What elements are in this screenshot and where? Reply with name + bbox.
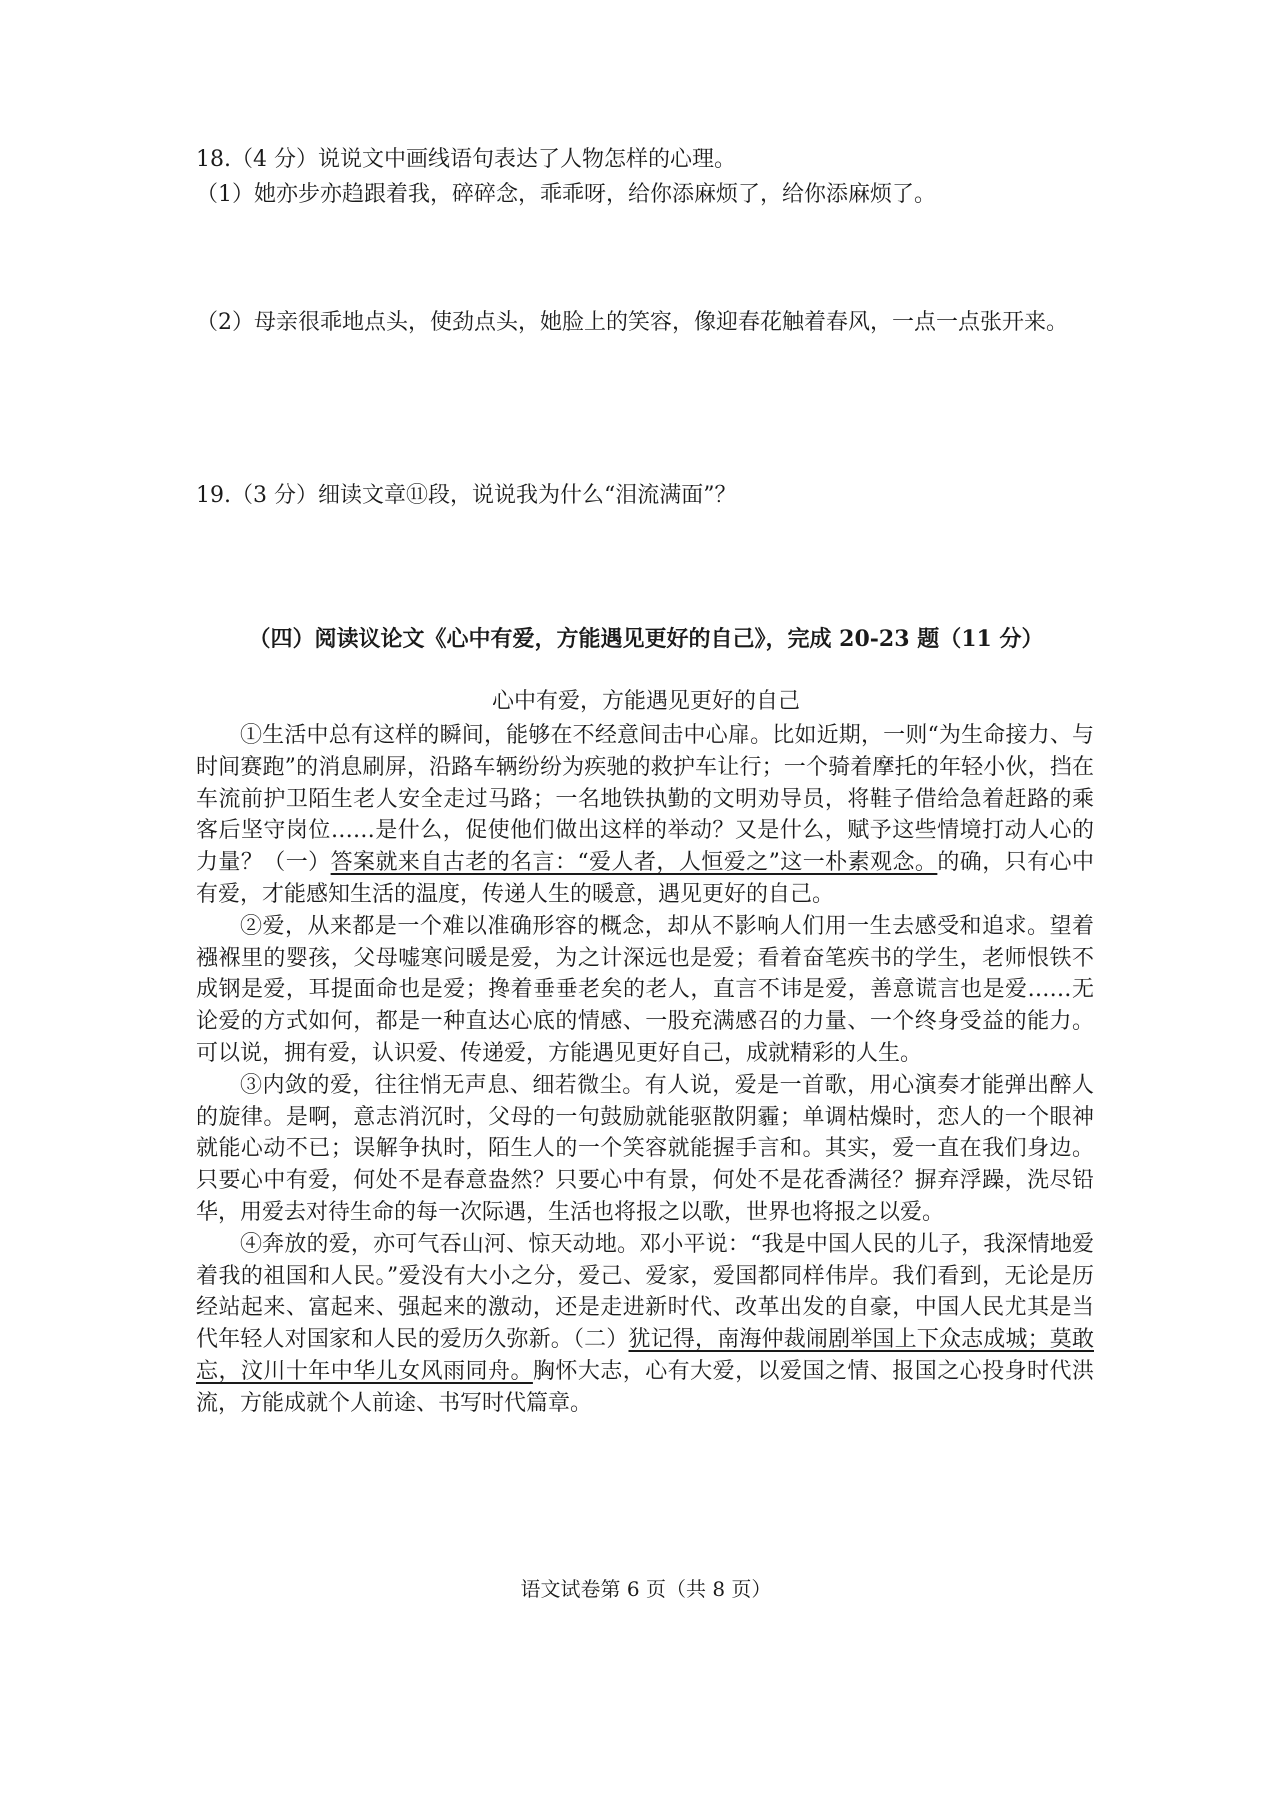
paragraph-4-text-b: 胸怀大志，心有大爱，以爱国之情、报国之心投身时代洪流，方能成就个人前途、书写时代篇章。 bbox=[196, 1358, 1094, 1416]
question-18-item-2: （2）母亲很乖地点头，使劲点头，她脸上的笑容，像迎春花触着春风，一点一点张开来。 bbox=[196, 310, 1069, 335]
paragraph-1-text-a: ①生活中总有这样的瞬间，能够在不经意间击中心扉。比如近期，一则“为生命接力、与时间赛跑”的消息刷屏，沿路车辆纷纷为疾驰的救护车让行；一个骑着摩托的年轻小伙，挡在车流前护卫陌生老人安全走过马路；一名地铁执勤的文明劝导员，将鞋子借给急着赶路的乘客后坚守岗位……是什么，促使他们做出这样的举动？又是什么，赋予这些情境打动人心的力量？（一） bbox=[196, 723, 1094, 876]
underlined-sentence-1: 答案就来自古老的名言：“爱人者，人恒爱之”这一朴素观念。 bbox=[330, 850, 938, 876]
article-paragraph-4 bbox=[196, 1229, 1094, 1420]
article-title: 心中有爱，方能遇见更好的自己 bbox=[491, 689, 800, 714]
article-paragraph-2: ②爱，从来都是一个难以准确形容的概念，却从不影响人们用一生去感受和追求。望着襁褓里的婴孩，父母嘘寒问暖是爱，为之计深远也是爱；看着奋笔疾书的学生，老师恨铁不成钢是爱，耳提面命也是爱；搀着垂垂老矣的老人，直言不讳是爱，善意谎言也是爱……无论爱的方式如何，都是一种直达心底的情感、一股充满感召的力量、一个终身受益的能力。可以说，拥有爱，认识爱、传递爱，方能遇见更好自己，成就精彩的人生。 bbox=[196, 913, 1094, 1066]
question-19-prompt: 19.（3 分）细读文章⑪段，说说我为什么“泪流满面”？ bbox=[196, 483, 737, 508]
paragraph-1-text-b: 的确，只有心中有爱，才能感知生活的温度，传递人生的暖意，遇见更好的自己。 bbox=[196, 850, 1094, 907]
page-footer: 语文试卷第 6 页（共 8 页） bbox=[520, 1577, 772, 1601]
underlined-sentence-2: 犹记得，南海仲裁闹剧举国上下众志成城；莫敢忘，汶川十年中华儿女风雨同舟。 bbox=[196, 1327, 1094, 1384]
article-body bbox=[196, 720, 1094, 1420]
article-paragraph-1 bbox=[196, 720, 1094, 911]
section-4-heading: （四）阅读议论文《心中有爱，方能遇见更好的自己》，完成 20-23 题（11 分） bbox=[248, 626, 1044, 652]
question-18-item-1: （1）她亦步亦趋跟着我，碎碎念，乖乖呀，给你添麻烦了，给你添麻烦了。 bbox=[196, 182, 936, 207]
article-paragraph-3: ③内敛的爱，往往悄无声息、细若微尘。有人说，爱是一首歌，用心演奏才能弹出醉人的旋律。是啊，意志消沉时，父母的一句鼓励就能驱散阴霾；单调枯燥时，恋人的一个眼神就能心动不已；误解争执时，陌生人的一个笑容就能握手言和。其实，爱一直在我们身边。只要心中有爱，何处不是春意盎然？只要心中有景，何处不是花香满径？摒弃浮躁，洗尽铅华，用爱去对待生命的每一次际遇，生活也将报之以歌，世界也将报之以爱。 bbox=[196, 1072, 1094, 1225]
question-18-prompt: 18.（4 分）说说文中画线语句表达了人物怎样的心理。 bbox=[196, 147, 736, 172]
paragraph-4-text-a: ④奔放的爱，亦可气吞山河、惊天动地。邓小平说：“我是中国人民的儿子，我深情地爱着我的祖国和人民。”爱没有大小之分，爱己、爱家，爱国都同样伟岸。我们看到，无论是历经站起来、富起来、强起来的激动，还是走进新时代、改革出发的自豪，中国人民尤其是当代年轻人对国家和人民的爱历久弥新。（二） bbox=[196, 1231, 1094, 1353]
